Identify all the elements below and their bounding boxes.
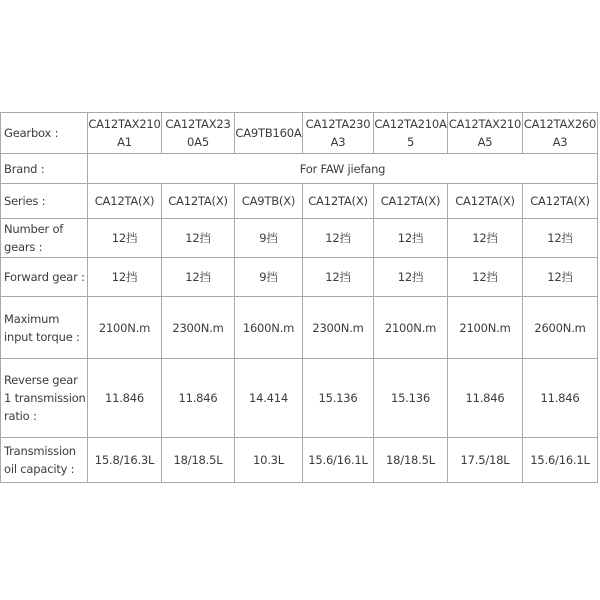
forward-gear-cell: 12挡 bbox=[162, 258, 235, 297]
reverse-gear-ratio-row bbox=[1, 359, 598, 438]
series-cell: CA12TA(X) bbox=[374, 184, 448, 219]
max-input-torque-label: Maximum input torque : bbox=[1, 297, 88, 359]
number-of-gears-label: Number of gears : bbox=[1, 219, 88, 258]
oil-capacity-cell: 15.6/16.1L bbox=[303, 438, 374, 483]
series-cell: CA12TA(X) bbox=[523, 184, 598, 219]
gearbox-model-cell: CA12TAX210A5 bbox=[448, 113, 523, 154]
forward-gear-cell: 12挡 bbox=[374, 258, 448, 297]
gears-cell: 12挡 bbox=[303, 219, 374, 258]
gears-cell: 12挡 bbox=[88, 219, 162, 258]
series-cell: CA12TA(X) bbox=[303, 184, 374, 219]
gears-cell: 12挡 bbox=[523, 219, 598, 258]
forward-gear-label: Forward gear : bbox=[1, 258, 88, 297]
oil-capacity-cell: 15.8/16.3L bbox=[88, 438, 162, 483]
brand-row bbox=[1, 154, 598, 184]
oil-capacity-row bbox=[1, 438, 598, 483]
series-cell: CA12TA(X) bbox=[162, 184, 235, 219]
torque-cell: 2600N.m bbox=[523, 297, 598, 359]
gearbox-model-cell: CA12TAX260A3 bbox=[523, 113, 598, 154]
gears-cell: 12挡 bbox=[448, 219, 523, 258]
gearbox-model-cell: CA12TA210A5 bbox=[374, 113, 448, 154]
gearbox-label: Gearbox : bbox=[1, 113, 88, 154]
brand-label: Brand : bbox=[1, 154, 88, 184]
gearbox-model-cell: CA12TAX230A5 bbox=[162, 113, 235, 154]
gears-cell: 12挡 bbox=[374, 219, 448, 258]
series-cell: CA9TB(X) bbox=[235, 184, 303, 219]
gearbox-model-cell: CA12TA230A3 bbox=[303, 113, 374, 154]
reverse-ratio-cell: 11.846 bbox=[448, 359, 523, 438]
series-label: Series : bbox=[1, 184, 88, 219]
oil-capacity-cell: 17.5/18L bbox=[448, 438, 523, 483]
reverse-ratio-cell: 11.846 bbox=[162, 359, 235, 438]
oil-capacity-cell: 15.6/16.1L bbox=[523, 438, 598, 483]
forward-gear-cell: 12挡 bbox=[523, 258, 598, 297]
reverse-gear-ratio-label: Reverse gear 1 transmission ratio : bbox=[1, 359, 88, 438]
reverse-ratio-cell: 15.136 bbox=[374, 359, 448, 438]
forward-gear-cell: 12挡 bbox=[448, 258, 523, 297]
gears-cell: 9挡 bbox=[235, 219, 303, 258]
oil-capacity-cell: 10.3L bbox=[235, 438, 303, 483]
reverse-ratio-cell: 11.846 bbox=[523, 359, 598, 438]
torque-cell: 2300N.m bbox=[162, 297, 235, 359]
number-of-gears-row bbox=[1, 219, 598, 258]
reverse-ratio-cell: 14.414 bbox=[235, 359, 303, 438]
series-cell: CA12TA(X) bbox=[448, 184, 523, 219]
forward-gear-cell: 12挡 bbox=[303, 258, 374, 297]
oil-capacity-label: Transmission oil capacity : bbox=[1, 438, 88, 483]
forward-gear-row bbox=[1, 258, 598, 297]
gearbox-model-cell: CA12TAX210A1 bbox=[88, 113, 162, 154]
torque-cell: 2100N.m bbox=[448, 297, 523, 359]
torque-cell: 2100N.m bbox=[88, 297, 162, 359]
forward-gear-cell: 9挡 bbox=[235, 258, 303, 297]
forward-gear-cell: 12挡 bbox=[88, 258, 162, 297]
oil-capacity-cell: 18/18.5L bbox=[374, 438, 448, 483]
brand-value: For FAW jiefang bbox=[88, 154, 598, 184]
gearbox-spec-table bbox=[0, 112, 598, 483]
reverse-ratio-cell: 15.136 bbox=[303, 359, 374, 438]
gearbox-row bbox=[1, 113, 598, 154]
gearbox-model-cell: CA9TB160A bbox=[235, 113, 303, 154]
series-cell: CA12TA(X) bbox=[88, 184, 162, 219]
series-row bbox=[1, 184, 598, 219]
gears-cell: 12挡 bbox=[162, 219, 235, 258]
max-input-torque-row bbox=[1, 297, 598, 359]
reverse-ratio-cell: 11.846 bbox=[88, 359, 162, 438]
torque-cell: 1600N.m bbox=[235, 297, 303, 359]
torque-cell: 2100N.m bbox=[374, 297, 448, 359]
torque-cell: 2300N.m bbox=[303, 297, 374, 359]
oil-capacity-cell: 18/18.5L bbox=[162, 438, 235, 483]
